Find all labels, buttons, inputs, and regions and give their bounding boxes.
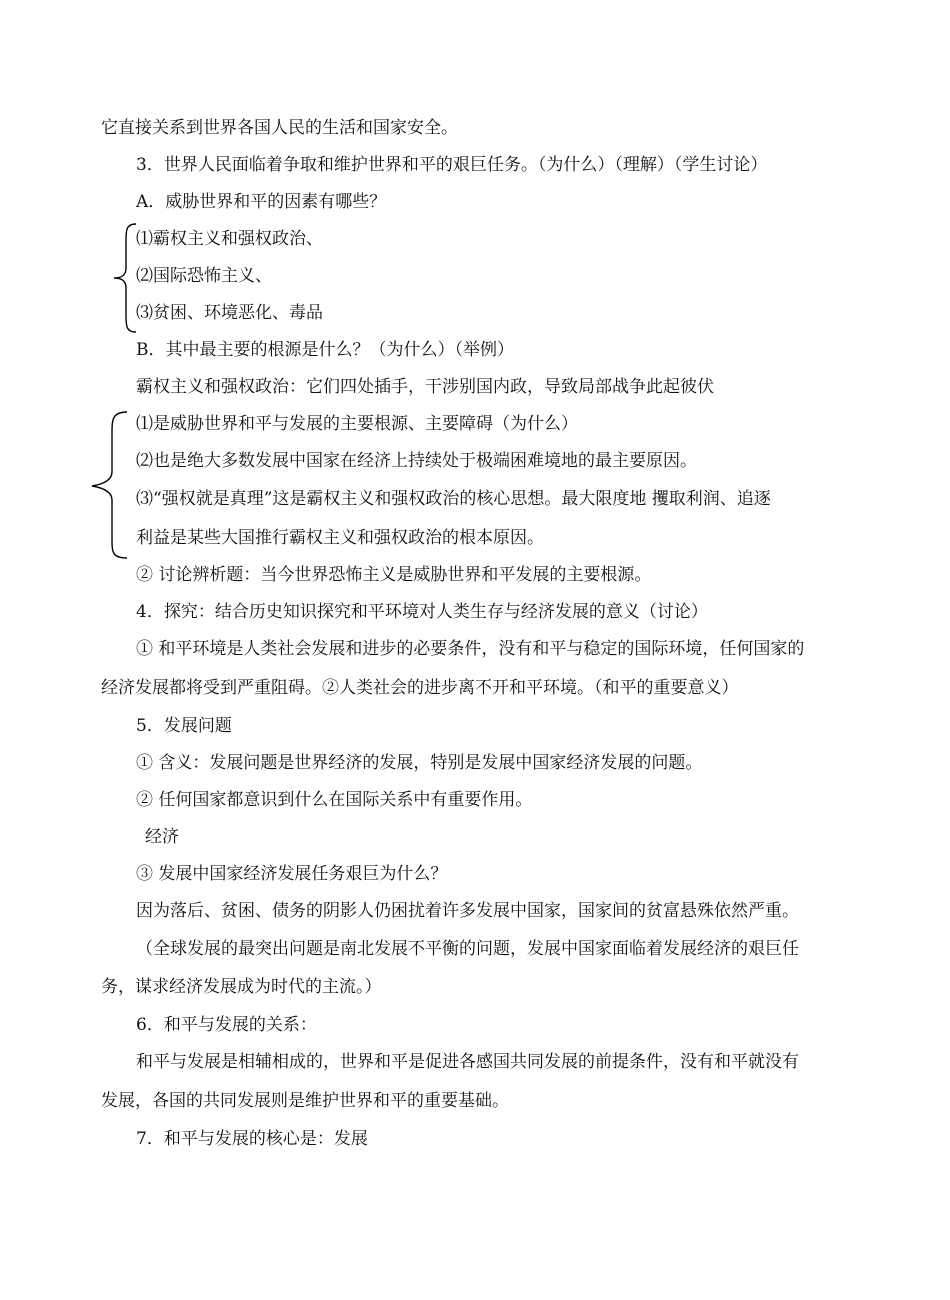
list-item: ⑶“强权就是真理”这是霸权主义和强权政治的核心思想。最大限度地 攫取利润、追逐 [136, 489, 771, 509]
heading-5: 5．发展问题 [136, 716, 232, 736]
text-line: ② 任何国家都意识到什么在国际关系中有重要作用。 [136, 790, 533, 810]
text-line: 它直接关系到世界各国人民的生活和国家安全。 [101, 118, 458, 138]
text-line: 和平与发展是相辅相成的，世界和平是促进各感国共同发展的前提条件，没有和平就没有 [136, 1052, 799, 1072]
left-brace-small [112, 222, 138, 334]
answer-note: 经济 [145, 827, 179, 847]
heading-4: 4．探究：结合历史知识探究和平环境对人类生存与经济发展的意义（讨论） [136, 602, 708, 622]
list-item: ⑴霸权主义和强权政治、 [136, 229, 323, 249]
text-line: 务，谋求经济发展成为时代的主流。） [101, 977, 382, 997]
left-brace-large [90, 410, 130, 560]
list-item: ⑴是威胁世界和平与发展的主要根源、主要障碍（为什么） [136, 414, 578, 434]
text-line: ② 讨论辨析题：当今世界恐怖主义是威胁世界和平发展的主要根源。 [136, 565, 652, 585]
heading-6: 6．和平与发展的关系： [136, 1015, 317, 1035]
text-line: ① 含义：发展问题是世界经济的发展，特别是发展中国家经济发展的问题。 [136, 753, 703, 773]
text-line: 经济发展都将受到严重阻碍。②人类社会的进步离不开和平环境。（和平的重要意义） [101, 678, 739, 698]
text-line: 因为落后、贫困、债务的阴影人仍困扰着许多发展中国家，国家间的贫富悬殊依然严重。 [136, 901, 799, 921]
text-line: ① 和平环境是人类社会发展和进步的必要条件，没有和平与稳定的国际环境，任何国家的 [136, 639, 805, 659]
text-line: A．威胁世界和平的因素有哪些？ [136, 192, 387, 212]
text-line: 霸权主义和强权政治：它们四处插手，干涉别国内政，导致局部战争此起彼伏 [136, 377, 714, 397]
text-line: ③ 发展中国家经济发展任务艰巨为什么？ [136, 864, 448, 884]
heading-7: 7．和平与发展的核心是：发展 [136, 1129, 368, 1149]
heading-3: 3．世界人民面临着争取和维护世界和平的艰巨任务。（为什么）（理解）（学生讨论） [136, 155, 768, 175]
text-line: 发展，各国的共同发展则是维护世界和平的重要基础。 [101, 1091, 509, 1111]
text-line: 利益是某些大国推行霸权主义和强权政治的根本原因。 [136, 528, 544, 548]
text-line: B．其中最主要的根源是什么？（为什么）（举例） [136, 340, 514, 360]
list-item: ⑵国际恐怖主义、 [136, 266, 272, 286]
text-line: （全球发展的最突出问题是南北发展不平衡的问题，发展中国家面临着发展经济的艰巨任 [136, 939, 799, 959]
list-item: ⑶贫困、环境恶化、毒品 [136, 303, 323, 323]
list-item: ⑵也是绝大多数发展中国家在经济上持续处于极端困难境地的最主要原因。 [136, 451, 697, 471]
